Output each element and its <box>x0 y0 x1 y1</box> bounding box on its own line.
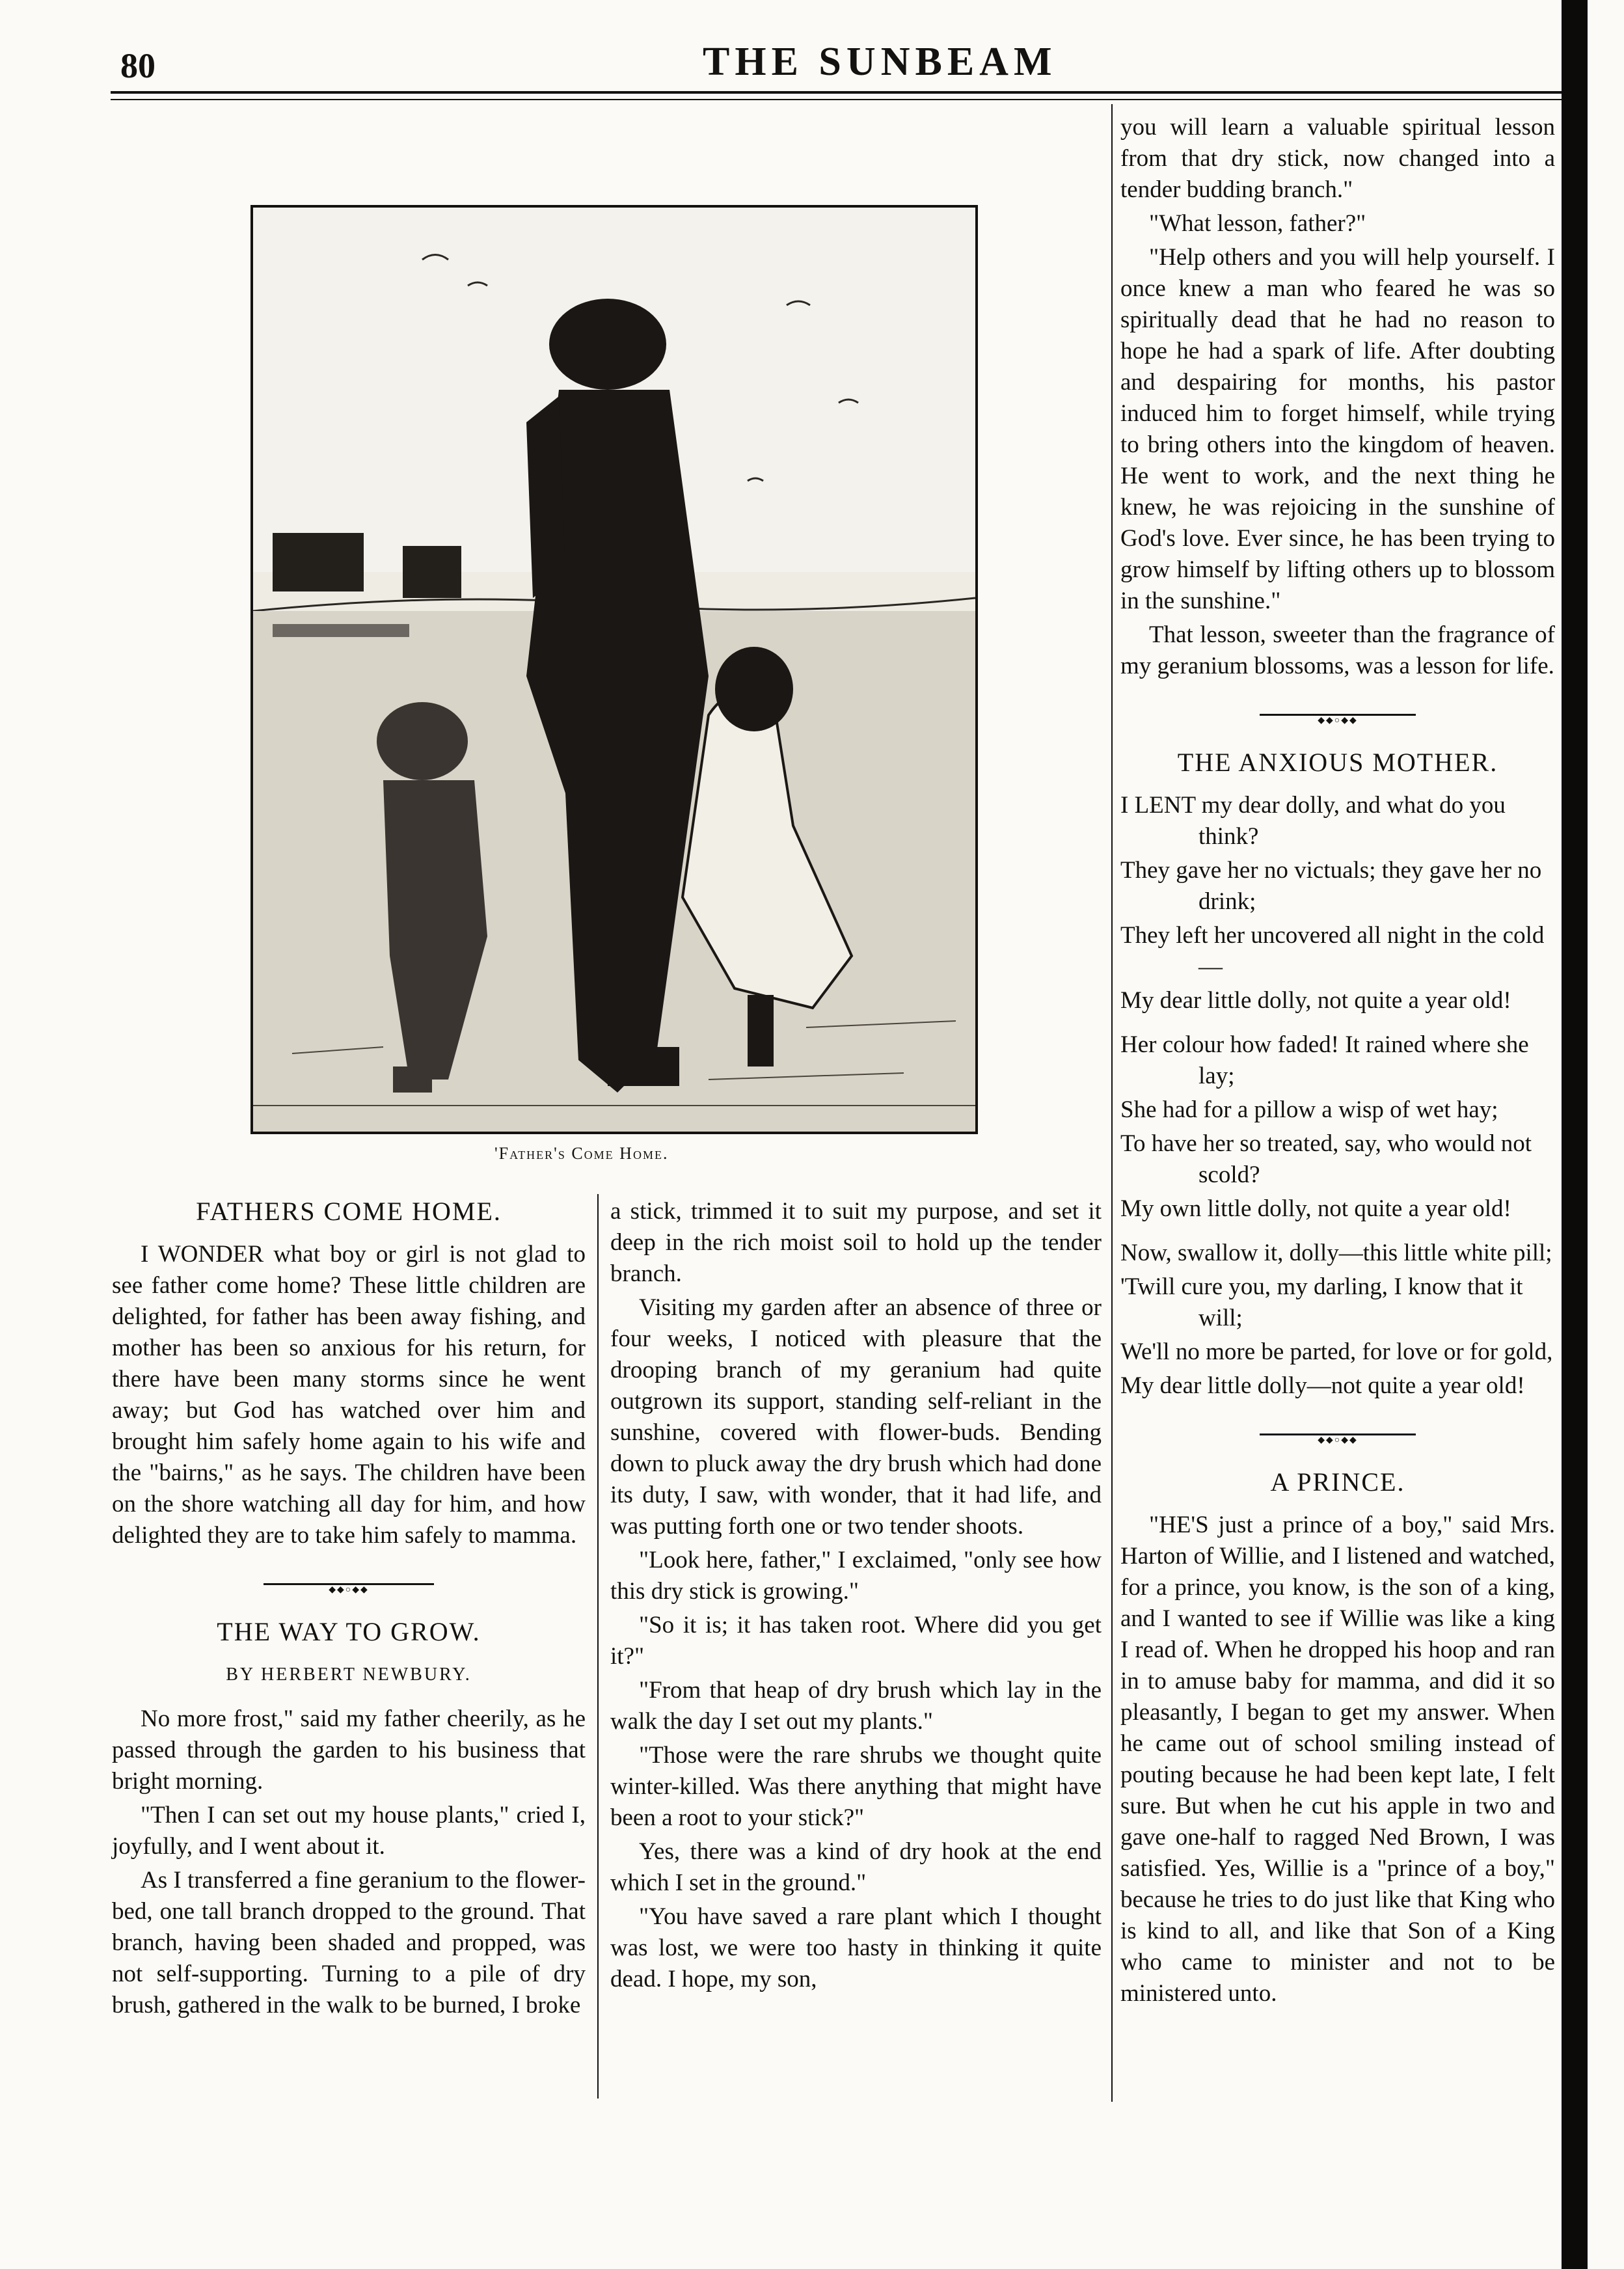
poem-line: Now, swallow it, dolly—this little white pill; <box>1120 1240 1552 1266</box>
article-title-fathers-come-home: FATHERS COME HOME. <box>196 1197 502 1226</box>
poem-line: My own little dolly, not quite a year old! <box>1120 1195 1511 1222</box>
article-title-a-prince: A PRINCE. <box>1270 1467 1405 1497</box>
poem-line: I LENT my dear dolly, and what do you think? <box>1120 792 1506 850</box>
ornamental-separator <box>1120 701 1555 727</box>
masthead-title: THE SUNBEAM <box>703 40 1057 84</box>
paragraph: Yes, there was a kind of dry hook at the end which I set in the ground." <box>610 1838 1102 1896</box>
paragraph: "What lesson, father?" <box>1149 210 1366 237</box>
engraving-illustration <box>250 205 978 1134</box>
paragraph: "Those were the rare shrubs we thought quite winter-killed. Was there anything that might have been a root to your stick?" <box>610 1742 1102 1831</box>
article-title-way-to-grow: THE WAY TO GROW. <box>217 1617 481 1646</box>
paragraph: I WONDER what boy or girl is not glad to see father come home? These little children are delighted, for father has been away fishing, and mother has been so anxious for his return, for there have been many storms since he went away; but God has watched over him and brought him safely home again to his wife and the "bairns," as he says. The children have been on the shore watching all day for him, and how delighted they are to take him safely to mamma. <box>112 1241 586 1549</box>
poem-line: We'll no more be parted, for love or for gold, <box>1120 1338 1553 1365</box>
header-rule <box>111 91 1568 94</box>
paragraph: "Help others and you will help yourself. I once knew a man who feared he was so spiritually dead that he had no reason to hope he had a spark of life. After doubting and despairing for months, his pastor induced him to forget himself, while trying to bring others into the kingdom of heaven. He went to work, and the next thing he knew, he was rejoicing in the sunshine of God's love. Ever since, he has been trying to grow himself by lifting others up to blossom in the sunshine." <box>1120 244 1555 614</box>
paragraph: "HE'S just a prince of a boy," said Mrs. Harton of Willie, and I listened and watched, for a prince, you know, is the son of a king, and I wanted to see if Willie was like a king I read of. When he dropped his hoop and ran in to amuse baby for mamma, and did it so pleasantly, I began to get my answer. When he came out of school smiling instead of pouting because he had been kept late, I felt sure. But when he cut his apple in two and gave one-half to ragged Ned Brown, I was satisfied. Yes, Willie is a "prince of a boy," because he tries to do just like that King who is kind to all, and like that Son of a King who came to minister and not to be ministered unto. <box>1120 1512 1555 2007</box>
paragraph: Visiting my garden after an absence of three or four weeks, I noticed with pleasure that the drooping branch of my geranium had quite outgrown its support, standing self-reliant in the sunshine, covered with flower-buds. Bending down to pluck away the dry brush which had done its duty, I saw, with wonder, that it had life, and was putting forth one or two tender shoots. <box>610 1294 1102 1540</box>
poem-line: My dear little dolly, not quite a year old! <box>1120 987 1511 1014</box>
paragraph: As I transferred a fine geranium to the flower-bed, one tall branch dropped to the ground. That branch, having been shaded and propped, was not self-supporting. Turning to a pile of dry brush, gathered in the walk to be burned, I broke <box>112 1867 586 2018</box>
poem-line: To have her so treated, say, who would not scold? <box>1120 1130 1532 1188</box>
ornamental-separator <box>1120 1421 1555 1447</box>
paragraph: a stick, trimmed it to suit my purpose, and set it deep in the rich moist soil to hold up the tender branch. <box>610 1198 1102 1287</box>
paragraph: That lesson, sweeter than the fragrance of my geranium blossoms, was a lesson for life. <box>1120 621 1555 679</box>
paragraph: you will learn a valuable spiritual lesson from that dry stick, now changed into a tender budding branch." <box>1120 114 1555 203</box>
illustration-caption: 'Father's Come Home. <box>494 1144 669 1163</box>
header-rule-thin <box>111 99 1568 100</box>
poem-line: Her colour how faded! It rained where she lay; <box>1120 1031 1529 1089</box>
byline: BY HERBERT NEWBURY. <box>226 1664 472 1685</box>
page-number: 80 <box>120 46 156 85</box>
paragraph: "You have saved a rare plant which I thought was lost, we were too hasty in thinking it quite dead. I hope, my son, <box>610 1903 1102 1992</box>
column-3 <box>1120 112 1555 2012</box>
paragraph: "Then I can set out my house plants," cried I, joyfully, and I went about it. <box>112 1802 586 1860</box>
column-2 <box>610 1196 1102 1998</box>
paragraph: "So it is; it has taken root. Where did you get it?" <box>610 1612 1102 1670</box>
poem-line: She had for a pillow a wisp of wet hay; <box>1120 1096 1498 1123</box>
engraving-father-and-children <box>253 208 975 1132</box>
poem-line: 'Twill cure you, my darling, I know that it will; <box>1120 1273 1523 1331</box>
poem-title-anxious-mother: THE ANXIOUS MOTHER. <box>1177 748 1498 777</box>
paragraph: "Look here, father," I exclaimed, "only see how this dry stick is growing." <box>610 1547 1102 1605</box>
ornamental-separator <box>112 1571 586 1597</box>
paragraph: No more frost," said my father cheerily, as he passed through the garden to his business that bright morning. <box>112 1705 586 1795</box>
column-1 <box>112 1196 586 2024</box>
paragraph: "From that heap of dry brush which lay in the walk the day I set out my plants." <box>610 1677 1102 1735</box>
poem-line: They gave her no victuals; they gave her no drink; <box>1120 857 1542 915</box>
poem-line: They left her uncovered all night in the cold— <box>1120 922 1545 980</box>
poem <box>1120 790 1555 1402</box>
column-rule-right <box>1111 104 1113 2102</box>
poem-line: My dear little dolly—not quite a year old! <box>1120 1372 1525 1399</box>
column-rule-left <box>597 1194 599 2099</box>
scan-edge-shadow <box>1562 0 1588 2269</box>
